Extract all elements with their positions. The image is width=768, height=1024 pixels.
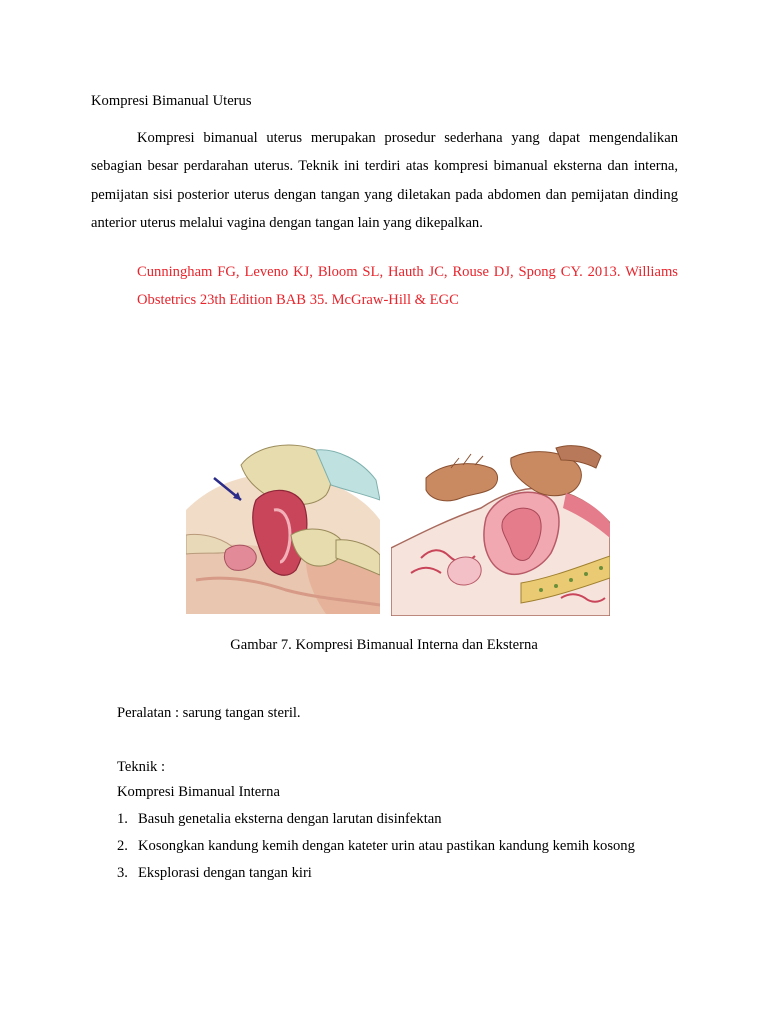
list-item	[117, 809, 442, 829]
external-compression-illustration	[391, 438, 610, 616]
technique-label: Teknik :	[117, 759, 166, 775]
list-item-number: 3.	[117, 865, 128, 881]
citation-reference: Cunningham FG, Leveno KJ, Bloom SL, Hauth JC, Rouse DJ, Spong CY. 2013. Williams Obstetrics 23th Edition BAB 35. McGraw-Hill & EGC	[137, 264, 678, 309]
section-heading: Kompresi Bimanual Uterus	[91, 93, 252, 109]
figure-caption: Gambar 7. Kompresi Bimanual Interna dan Eksterna	[230, 637, 538, 653]
list-item-number: 1.	[117, 811, 128, 827]
figure-illustrations	[186, 438, 610, 616]
list-item-text: Kosongkan kandung kemih dengan kateter urin atau pastikan kandung kemih kosong	[138, 838, 635, 854]
body-paragraph: Kompresi bimanual uterus merupakan prosedur sederhana yang dapat mengendalikan sebagian besar perdarahan uterus. Teknik ini terdiri atas kompresi bimanual eksterna dan interna, pemijatan sisi posterior uterus dengan tangan yang diletakan pada abdomen dan pemijatan dinding anterior uterus melalui vagina dengan tangan lain yang dikepalkan.	[91, 130, 678, 232]
list-item-text: Basuh genetalia eksterna dengan larutan disinfektan	[138, 811, 442, 827]
list-item	[117, 863, 312, 883]
list-item	[117, 836, 635, 856]
internal-compression-illustration	[186, 440, 380, 614]
equipment-text: Peralatan : sarung tangan steril.	[117, 705, 301, 721]
list-item-number: 2.	[117, 838, 128, 854]
technique-subheading: Kompresi Bimanual Interna	[117, 784, 280, 800]
list-item-text: Eksplorasi dengan tangan kiri	[138, 865, 312, 881]
